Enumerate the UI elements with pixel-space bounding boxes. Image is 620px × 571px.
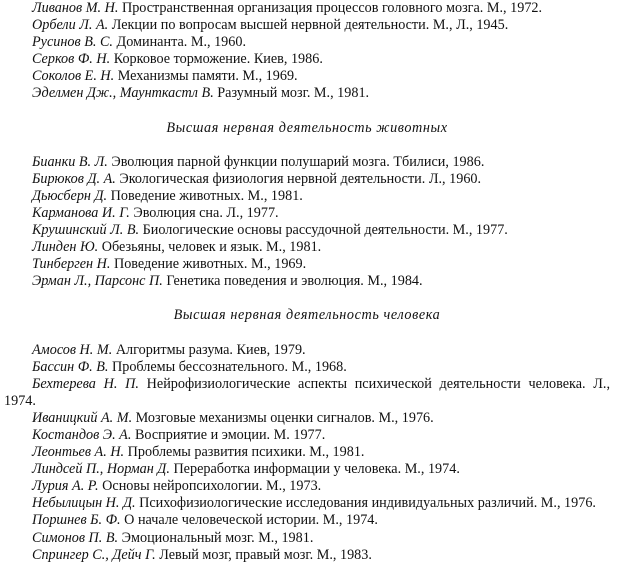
reference-entry [4, 512, 610, 529]
section-animals [4, 120, 610, 291]
reference-entry [4, 0, 610, 17]
reference-entry [4, 547, 610, 564]
reference-entry [4, 495, 610, 512]
reference-entry [4, 68, 610, 85]
reference-text: Эмоциональный мозг. М., 1981. [118, 529, 314, 546]
section-heading: Высшая нервная деятельность животных [166, 119, 448, 136]
reference-text: Доминанта. М., 1960. [112, 34, 247, 51]
reference-entry [4, 461, 610, 478]
reference-text: Левый мозг, правый мозг. М., 1983. [155, 546, 372, 563]
reference-entry [4, 478, 610, 495]
section-general [4, 0, 610, 103]
reference-text: Алгоритмы разума. Киев, 1979. [112, 341, 306, 358]
reference-entry [4, 222, 610, 239]
reference-text: Основы нейропсихологии. М., 1973. [98, 478, 322, 495]
reference-text: Разумный мозг. М., 1981. [213, 85, 370, 102]
reference-author: Бирюков Д. А. [32, 170, 116, 187]
reference-text: Генетика поведения и эволюция. М., 1984. [162, 273, 423, 290]
reference-entry [4, 530, 610, 547]
reference-entry [4, 85, 610, 102]
reference-entry [4, 256, 610, 273]
section-heading: Высшая нервная деятельность человека [173, 307, 441, 324]
reference-text: О начале человеческой истории. М., 1974. [120, 512, 378, 529]
reference-author: Лурия А. Р. [32, 478, 99, 495]
reference-author: Линден Ю. [32, 239, 99, 256]
reference-author: Тинберген Н. [32, 256, 111, 273]
reference-text: Биологические основы рассудочной деятельности. М., 1977. [139, 222, 508, 239]
reference-entry [4, 51, 610, 68]
reference-author: Дьюсберн Д. [32, 187, 108, 204]
reference-author: Крушинский Л. В. [32, 222, 140, 239]
reference-text: Обезьяны, человек и язык. М., 1981. [98, 239, 322, 256]
reference-author: Костандов Э. А. [32, 426, 132, 443]
reference-text: Пространственная организация процессов головного мозга. М., 1972. [118, 0, 543, 16]
reference-author: Симонов П. В. [32, 529, 119, 546]
reference-author: Бассин Ф. В. [32, 358, 109, 375]
reference-author: Серков Ф. Н. [32, 51, 111, 68]
reference-author: Бианки В. Л. [32, 153, 108, 170]
reference-author: Спрингер С., Дейч Г. [32, 546, 156, 563]
reference-entry [4, 239, 610, 256]
reference-entry [4, 359, 610, 376]
reference-entry [4, 17, 610, 34]
reference-author: Ливанов М. Н. [32, 0, 119, 16]
reference-text: Проблемы бессознательного. М., 1968. [108, 358, 347, 375]
reference-author: Иваницкий А. М. [32, 409, 133, 426]
reference-text: Лекции по вопросам высшей нервной деятельности. М., Л., 1945. [108, 17, 509, 34]
reference-text: Поведение животных. М., 1969. [110, 256, 307, 273]
reference-author: Амосов Н. М. [32, 341, 113, 358]
reference-entry [4, 427, 610, 444]
reference-text: Механизмы памяти. М., 1969. [114, 68, 298, 85]
reference-author: Эделмен Дж., Маунткастл В. [32, 85, 214, 102]
reference-text: Восприятие и эмоции. М. 1977. [131, 426, 326, 443]
reference-text: Нейрофизиологические аспекты психической деятельности человека. Л., 1974. [4, 375, 610, 409]
reference-entry [4, 34, 610, 51]
reference-entry [4, 273, 610, 290]
reference-entry [4, 444, 610, 461]
reference-author: Поршнев Б. Ф. [32, 512, 121, 529]
reference-author: Соколов Е. Н. [32, 68, 115, 85]
reference-text: Переработка информации у человека. М., 1974. [169, 461, 460, 478]
reference-entry [4, 342, 610, 359]
reference-text: Эволюция сна. Л., 1977. [129, 204, 279, 221]
reference-entry [4, 154, 610, 171]
reference-author: Карманова И. Г. [32, 204, 130, 221]
reference-author: Небылицын Н. Д. [32, 495, 136, 512]
reference-entry [4, 410, 610, 427]
reference-text: Эволюция парной функции полушарий мозга. Тбилиси, 1986. [107, 153, 485, 170]
reference-text: Корковое торможение. Киев, 1986. [110, 51, 323, 68]
reference-author: Леонтьев А. Н. [32, 444, 125, 461]
reference-entry [4, 205, 610, 222]
reference-author: Русинов В. С. [32, 34, 113, 51]
reference-text: Экологическая физиология нервной деятельности. Л., 1960. [115, 170, 482, 187]
reference-author: Линдсей П., Норман Д. [32, 461, 170, 478]
reference-author: Орбели Л. А. [32, 17, 109, 34]
section-human [4, 307, 610, 563]
reference-text: Поведение животных. М., 1981. [107, 187, 303, 204]
reference-entry [4, 376, 610, 410]
reference-author: Бехтерева Н. П. [32, 375, 139, 392]
reference-text: Мозговые механизмы оценки сигналов. М., 1976. [132, 409, 434, 426]
reference-entry [4, 171, 610, 188]
reference-author: Эрман Л., Парсонс П. [32, 273, 163, 290]
reference-text: Проблемы развития психики. М., 1981. [124, 444, 365, 461]
reference-text: Психофизиологические исследования индивидуальных различий. М., 1976. [135, 495, 596, 512]
reference-entry [4, 188, 610, 205]
